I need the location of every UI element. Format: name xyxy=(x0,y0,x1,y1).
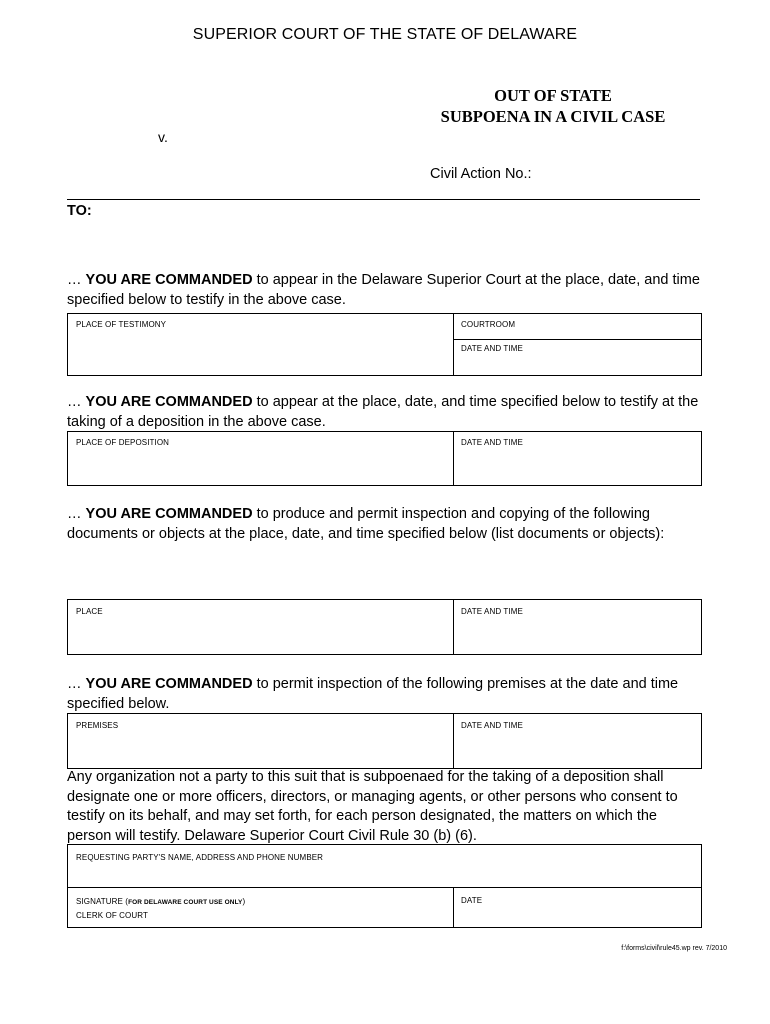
section4-text: to permit inspection of the following premises at the date and time specified below. xyxy=(67,676,679,712)
section2-text: to appear at the place, date, and time specified below to testify at the taking of a deposition in the above case. xyxy=(67,394,699,430)
section3-text: to produce and permit inspection and copying of the following documents or objects at the place, date, and time specified below (list documents or objects): xyxy=(67,506,665,542)
section1-paragraph xyxy=(67,271,707,310)
form-footer: f:\forms\civil\rule45.wp rev. 7/2010 xyxy=(621,945,727,952)
clerk-of-court-label: CLERK OF COURT xyxy=(76,911,148,920)
signature-box xyxy=(67,844,702,928)
deposition-datetime-label: DATE AND TIME xyxy=(461,438,523,447)
header-divider xyxy=(67,199,700,200)
section4-command: YOU ARE COMMANDED xyxy=(85,676,253,692)
premises-divider xyxy=(453,714,454,768)
section3-checkbox[interactable]: … xyxy=(67,506,82,522)
section1-checkbox[interactable]: … xyxy=(67,272,82,288)
form-title-line1: OUT OF STATE xyxy=(494,86,612,105)
section1-command: YOU ARE COMMANDED xyxy=(85,272,253,288)
premises-label: PREMISES xyxy=(76,721,119,730)
place-of-deposition-label: PLACE OF DEPOSITION xyxy=(76,438,170,447)
documents-divider xyxy=(453,600,454,654)
section3-paragraph xyxy=(67,505,707,544)
form-title-line2: SUBPOENA IN A CIVIL CASE xyxy=(440,107,666,126)
signature-label: SIGNATURE (FOR DELAWARE COURT USE ONLY) xyxy=(76,897,246,906)
section2-command: YOU ARE COMMANDED xyxy=(85,394,253,410)
deposition-divider xyxy=(453,432,454,485)
to-label: TO: xyxy=(67,203,92,219)
signature-date-label: DATE xyxy=(461,896,483,905)
testimony-datetime-label: DATE AND TIME xyxy=(461,344,523,353)
place-of-testimony-label: PLACE OF TESTIMONY xyxy=(76,320,167,329)
requesting-party-label: REQUESTING PARTY'S NAME, ADDRESS AND PHONE NUMBER xyxy=(76,853,324,862)
section1-text: to appear in the Delaware Superior Court at the place, date, and time specified below to testify in the above case. xyxy=(67,272,700,308)
signature-row-divider xyxy=(68,887,701,888)
documents-datetime-label: DATE AND TIME xyxy=(461,607,523,616)
court-name: SUPERIOR COURT OF THE STATE OF DELAWARE xyxy=(192,26,578,43)
deposition-box xyxy=(67,431,702,486)
documents-box xyxy=(67,599,702,655)
courtroom-label: COURTROOM xyxy=(461,320,516,329)
signature-divider xyxy=(453,887,454,927)
section4-paragraph xyxy=(67,675,707,714)
section4-checkbox[interactable]: … xyxy=(67,676,82,692)
versus-label: v. xyxy=(158,129,168,145)
section2-checkbox[interactable]: … xyxy=(67,394,82,410)
section2-paragraph xyxy=(67,393,707,432)
section3-command: YOU ARE COMMANDED xyxy=(85,506,253,522)
place-label: PLACE xyxy=(76,607,103,616)
court-use-only-note: FOR DELAWARE COURT USE ONLY xyxy=(128,899,243,906)
premises-datetime-label: DATE AND TIME xyxy=(461,721,523,730)
organization-paragraph: Any organization not a party to this suit that is subpoenaed for the taking of a deposition shall designate one or more officers, directors, or managing agents, or other persons who consent to testify on its behalf, and may set forth, for each person designated, the matters on which the person will testify. Delaware Superior Court Civil Rule 30 (b) (6). xyxy=(67,769,678,844)
testimony-divider xyxy=(453,314,454,375)
civil-action-label: Civil Action No.: xyxy=(430,166,532,182)
premises-box xyxy=(67,713,702,769)
testimony-box xyxy=(67,313,702,376)
courtroom-divider xyxy=(453,339,701,340)
